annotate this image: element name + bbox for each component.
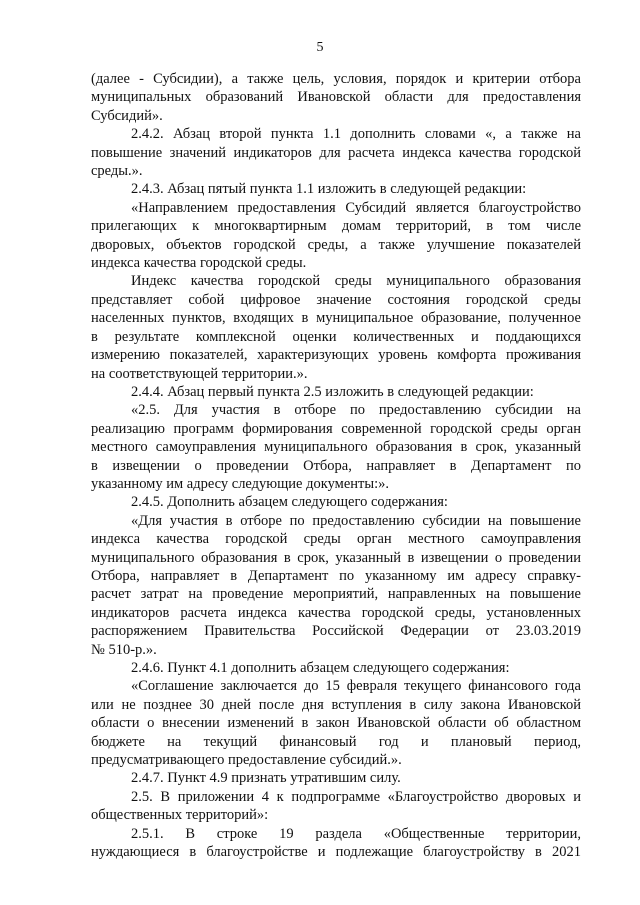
paragraph	[91, 788, 581, 825]
paragraph	[91, 272, 581, 382]
paragraph	[91, 659, 581, 677]
text-line: бюджете на текущий финансовый год и плановый период,	[91, 733, 581, 750]
paragraph	[91, 199, 581, 273]
text-line: расчет затрат на проведение мероприятий, направленных на повышение	[91, 586, 581, 603]
text-line: представляет собой цифровое значение состояния городской среды	[91, 291, 581, 308]
text-line: предусматривающего предоставление субсидий.».	[91, 752, 402, 769]
text-line: распоряжением Правительства Российской Федерации от 23.03.2019	[91, 623, 581, 640]
text-line: местного самоуправления муниципального образования в срок, указанный	[91, 439, 581, 456]
text-line: индикаторов расчета индекса качества городской среды, установленных	[91, 604, 581, 621]
paragraph	[91, 493, 581, 511]
text-line: измерению показателей, характеризующих уровень комфорта проживания	[91, 347, 581, 364]
text-line: «2.5. Для участия в отборе по предоставлению субсидии на	[131, 402, 581, 419]
paragraph	[91, 383, 581, 401]
text-line: «Направлением предоставления Субсидий является благоустройство	[131, 199, 581, 216]
text-line: среды.».	[91, 163, 143, 180]
text-line: муниципальных образований Ивановской области для предоставления	[91, 89, 581, 106]
text-line: области о внесении изменений в закон Ивановской области об областном	[91, 715, 581, 732]
text-line: 2.4.5. Дополнить абзацем следующего содержания:	[131, 494, 448, 511]
text-line: 2.5.1. В строке 19 раздела «Общественные территории,	[131, 825, 581, 842]
text-line: 2.4.2. Абзац второй пункта 1.1 дополнить словами «, а также на	[131, 126, 581, 143]
text-line: индекса качества городской среды орган местного самоуправления	[91, 531, 581, 548]
text-line: (далее - Субсидии), а также цель, условия, порядок и критерии отбора	[91, 71, 581, 87]
page-number: 5	[316, 40, 324, 55]
text-line: Субсидий».	[91, 107, 163, 124]
text-line: общественных территорий»:	[91, 807, 269, 824]
text-line: в извещении о проведении Отбора, направляет в Департамент по	[91, 457, 581, 474]
paragraph	[91, 125, 581, 180]
paragraph	[91, 769, 581, 787]
text-line: 2.5. В приложении 4 к подпрограмме «Благоустройство дворовых и	[131, 788, 581, 805]
text-line: муниципального образования в срок, указанный в извещении о проведении	[91, 549, 581, 566]
paragraph	[91, 401, 581, 493]
text-line: или не позднее 30 дней после дня вступления в силу закона Ивановской	[91, 696, 581, 713]
paragraph	[91, 180, 581, 198]
text-line: прилегающих к многоквартирным домам территорий, в том числе	[91, 218, 581, 235]
text-line: «Соглашение заключается до 15 февраля текущего финансового года	[131, 678, 581, 695]
text-line: 2.4.3. Абзац пятый пункта 1.1 изложить в следующей редакции:	[131, 181, 527, 198]
text-line: населенных пунктов, входящих в муниципальное образование, полученное	[91, 310, 581, 327]
document-body	[91, 70, 581, 861]
paragraph	[91, 70, 581, 125]
text-line: индекса качества городской среды.	[91, 255, 307, 272]
text-line: Индекс качества городской среды муниципального образования	[131, 273, 581, 290]
text-line: № 510-р.».	[91, 641, 157, 658]
text-line: 2.4.6. Пункт 4.1 дополнить абзацем следующего содержания:	[131, 660, 510, 676]
text-line: «Для участия в отборе по предоставлению субсидии на повышение	[131, 512, 581, 529]
text-line: на соответствующей территории.».	[91, 365, 308, 382]
text-line: дворовых, объектов городской среды, а также улучшение показателей	[91, 236, 581, 253]
paragraph	[91, 677, 581, 769]
text-line: повышение значений индикаторов для расчета индекса качества городской	[91, 144, 581, 161]
paragraph	[91, 825, 581, 862]
text-line: Отбора, направляет в Департамент по указанному им адресу справку-	[91, 567, 581, 584]
text-line: нуждающиеся в благоустройстве и подлежащие благоустройству в 2021	[91, 844, 581, 861]
text-line: 2.4.7. Пункт 4.9 признать утратившим силу.	[131, 770, 401, 787]
text-line: в результате комплексной оценки количественных и поддающихся	[91, 328, 581, 345]
text-line: реализацию программ формирования современной городской среды орган	[91, 420, 581, 437]
text-line: указанному им адресу следующие документы:».	[91, 475, 390, 492]
text-line: 2.4.4. Абзац первый пункта 2.5 изложить в следующей редакции:	[131, 383, 534, 400]
paragraph	[91, 512, 581, 659]
